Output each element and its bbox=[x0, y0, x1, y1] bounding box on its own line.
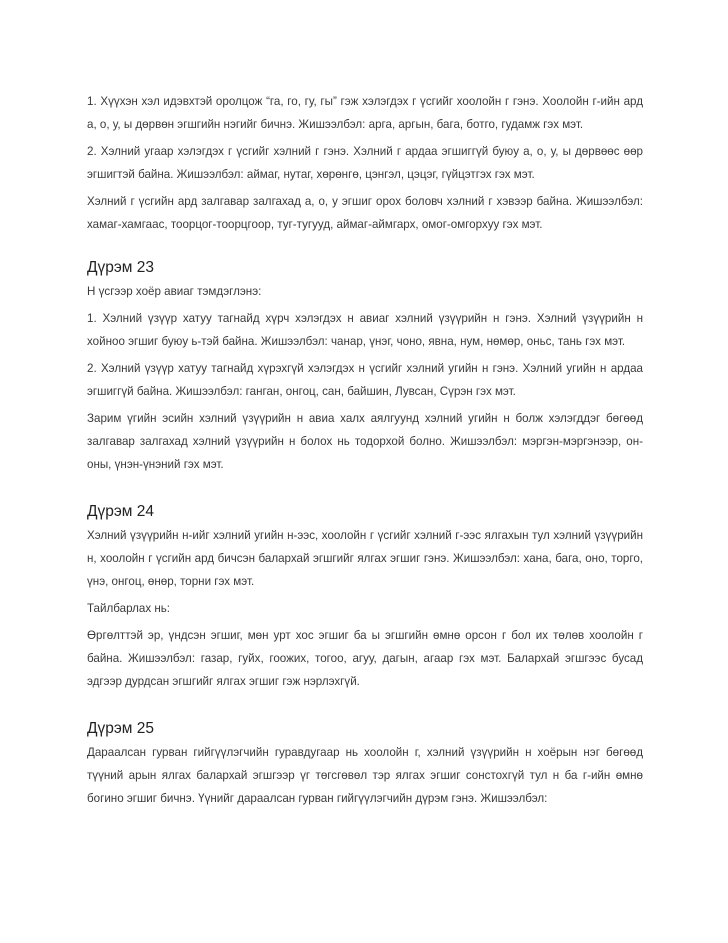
document-page bbox=[87, 90, 643, 814]
paragraph: Дараалсан гурван гийгүүлэгчийн гуравдугаар нь хоолойн г, хэлний үзүүрийн н хоёрын нэг бөгөөд түүний арын ялгах балархай эгшгээр үг төгсгөвөл тэр ялгах эгшиг сонстохгүй тул н ба г-ийн өмнө богино эгшиг бичнэ. Үүнийг дараалсан гурван гийгүүлэгчийн дүрэм гэнэ. Жишээлбэл: bbox=[87, 746, 643, 805]
section-rule-25 bbox=[87, 719, 643, 810]
section-spacer bbox=[87, 697, 643, 719]
paragraph: 1. Хүүхэн хэл идэвхтэй оролцож “га, го, гу, гы” гэж хэлэгдэх г үсгийг хоолойн г гэнэ. Хоолойн г-ийн ард а, о, у, ы дөрвөн эгшгийн нэгийг бичнэ. Жишээлбэл: арга, аргын, бага, ботго, гудамж гэх мэт. bbox=[87, 95, 643, 131]
section-heading: Дүрэм 23 bbox=[87, 259, 154, 276]
paragraph: 2. Хэлний угаар хэлэгдэх г үсгийг хэлний г гэнэ. Хэлний г ардаа эгшиггүй буюу а, о, у, ы дөрвөөс өөр эгшигтэй байна. Жишээлбэл: аймаг, нутаг, хөрөнгө, цэнгэл, цэцэг, гүйцэтгэх гэх мэт. bbox=[87, 145, 643, 181]
paragraph: Хэлний г үсгийн ард залгавар залгахад а, о, у эгшиг орох боловч хэлний г хэвээр байна. Жишээлбэл: хамаг-хамгаас, тоорцог-тоорцгоор, туг-тугууд, аймаг-аймгарх, омог-омгорхуу гэх мэт. bbox=[87, 195, 643, 231]
paragraph: Тайлбарлах нь: bbox=[87, 602, 171, 615]
section-rule-23 bbox=[87, 258, 643, 476]
section-spacer bbox=[87, 240, 643, 258]
section-rule-24 bbox=[87, 502, 643, 693]
section-spacer bbox=[87, 480, 643, 502]
paragraph: 2. Хэлний үзүүр хатуу тагнайд хүрэхгүй хэлэгдэх н үсгийг хэлний угийн н гэнэ. Хэлний угийн н ардаа эгшиггүй байна. Жишээлбэл: ганган, онгоц, сан, байшин, Лувсан, Сүрэн гэх мэт. bbox=[87, 362, 643, 398]
section-heading: Дүрэм 24 bbox=[87, 503, 154, 520]
paragraph: Зарим үгийн эсийн хэлний үзүүрийн н авиа халх аялгуунд хэлний угийн н болж хэлэгддэг бөгөөд залгавар залгахад хэлний үзүүрийн н болох нь тодорхой болно. Жишээлбэл: мэргэн-мэргэнээр, он-оны, үнэн-үнэний гэх мэт. bbox=[87, 412, 643, 471]
paragraph: Өргөлттэй эр, үндсэн эгшиг, мөн урт хос эгшиг ба ы эгшгийн өмнө орсон г бол их төлөв хоолойн г байна. Жишээлбэл: газар, гуйх, гоожих, тогоо, агуу, дагын, агаар гэх мэт. Балархай эгшгээс бусад эдгээр дурдсан эгшгийг ялгах эгшиг гэж нэрлэхгүй. bbox=[87, 629, 643, 688]
paragraph: 1. Хэлний үзүүр хатуу тагнайд хүрч хэлэгдэх н авиаг хэлний үзүүрийн н гэнэ. Хэлний үзүүрийн н хойноо эгшиг буюу ь-тэй байна. Жишээлбэл: чанар, үнэг, чоно, явна, нум, нөмөр, оньс, тань гэх мэт. bbox=[87, 312, 643, 348]
section-intro bbox=[87, 90, 643, 236]
section-heading: Дүрэм 25 bbox=[87, 720, 154, 737]
paragraph: Н үсгээр хоёр авиаг тэмдэглэнэ: bbox=[87, 285, 262, 298]
paragraph: Хэлний үзүүрийн н-ийг хэлний угийн н-ээс, хоолойн г үсгийг хэлний г-ээс ялгахын тул хэлний үзүүрийн н, хоолойн г үсгийн ард бичсэн балархай эгшгийг ялгах эгшиг гэнэ. Жишээлбэл: хана, бага, оно, торго, үнэ, онгоц, өнөр, торни гэх мэт. bbox=[87, 529, 643, 588]
